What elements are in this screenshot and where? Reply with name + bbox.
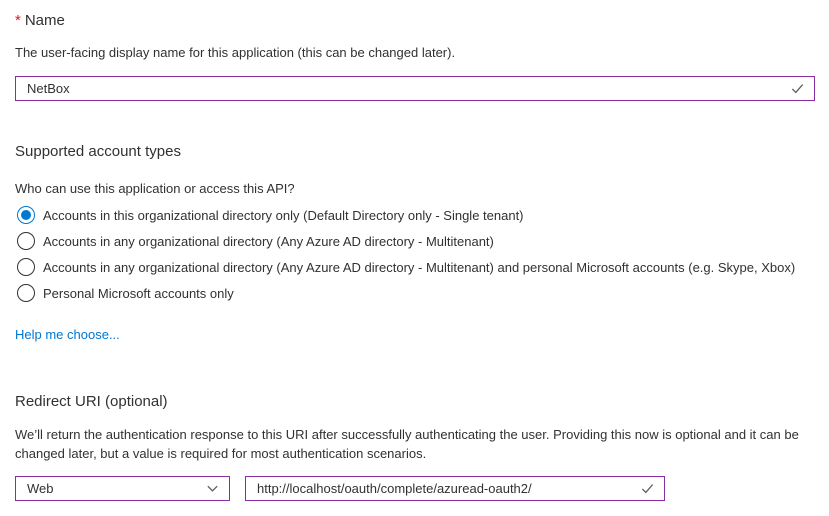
radio-dot: [21, 262, 31, 272]
name-input[interactable]: [16, 77, 790, 100]
radio-dot: [21, 236, 31, 246]
radio-button[interactable]: [17, 206, 35, 224]
redirect-uri-row: [15, 476, 815, 501]
chevron-down-icon: [205, 481, 220, 496]
account-types-title: Supported account types: [15, 143, 181, 160]
radio-option-single-tenant[interactable]: [15, 202, 815, 228]
check-icon: [790, 81, 805, 96]
radio-option-label: Accounts in any organizational directory (Any Azure AD directory - Multitenant): [43, 233, 494, 249]
radio-option-multitenant-personal[interactable]: [15, 254, 815, 280]
radio-option-multitenant[interactable]: [15, 228, 815, 254]
account-types-question: Who can use this application or access this API?: [15, 181, 295, 196]
radio-button[interactable]: [17, 232, 35, 250]
radio-dot: [21, 288, 31, 298]
form-content: [0, 12, 829, 501]
redirect-uri-title: Redirect URI (optional): [15, 393, 168, 410]
platform-select-value: Web: [27, 481, 54, 496]
radio-button[interactable]: [17, 284, 35, 302]
check-icon: [640, 481, 655, 496]
radio-dot: [21, 210, 31, 220]
name-description: The user-facing display name for this application (this can be changed later).: [15, 45, 456, 60]
radio-option-label: Personal Microsoft accounts only: [43, 285, 234, 301]
redirect-uri-description: We’ll return the authentication response to this URI after successfully authenticating the user. Providing this now is optional and it can be changed later, but a value is required for most authentication scenarios.: [15, 427, 799, 461]
required-asterisk: *: [15, 12, 21, 29]
redirect-uri-input[interactable]: [246, 477, 640, 500]
name-input-container: [15, 76, 815, 101]
radio-option-label: Accounts in any organizational directory (Any Azure AD directory - Multitenant) and personal Microsoft accounts (e.g. Skype, Xbox): [43, 259, 796, 275]
radio-option-personal-only[interactable]: [15, 280, 815, 306]
redirect-uri-input-container: [245, 476, 665, 501]
radio-option-label: Accounts in this organizational directory only (Default Directory only - Single tenant): [43, 207, 524, 223]
name-title-label: Name: [24, 12, 65, 29]
account-types-radio-group: [15, 202, 815, 306]
platform-select[interactable]: [15, 476, 230, 501]
radio-button[interactable]: [17, 258, 35, 276]
name-section-title: [15, 12, 815, 29]
help-me-choose-link[interactable]: Help me choose...: [15, 327, 120, 342]
